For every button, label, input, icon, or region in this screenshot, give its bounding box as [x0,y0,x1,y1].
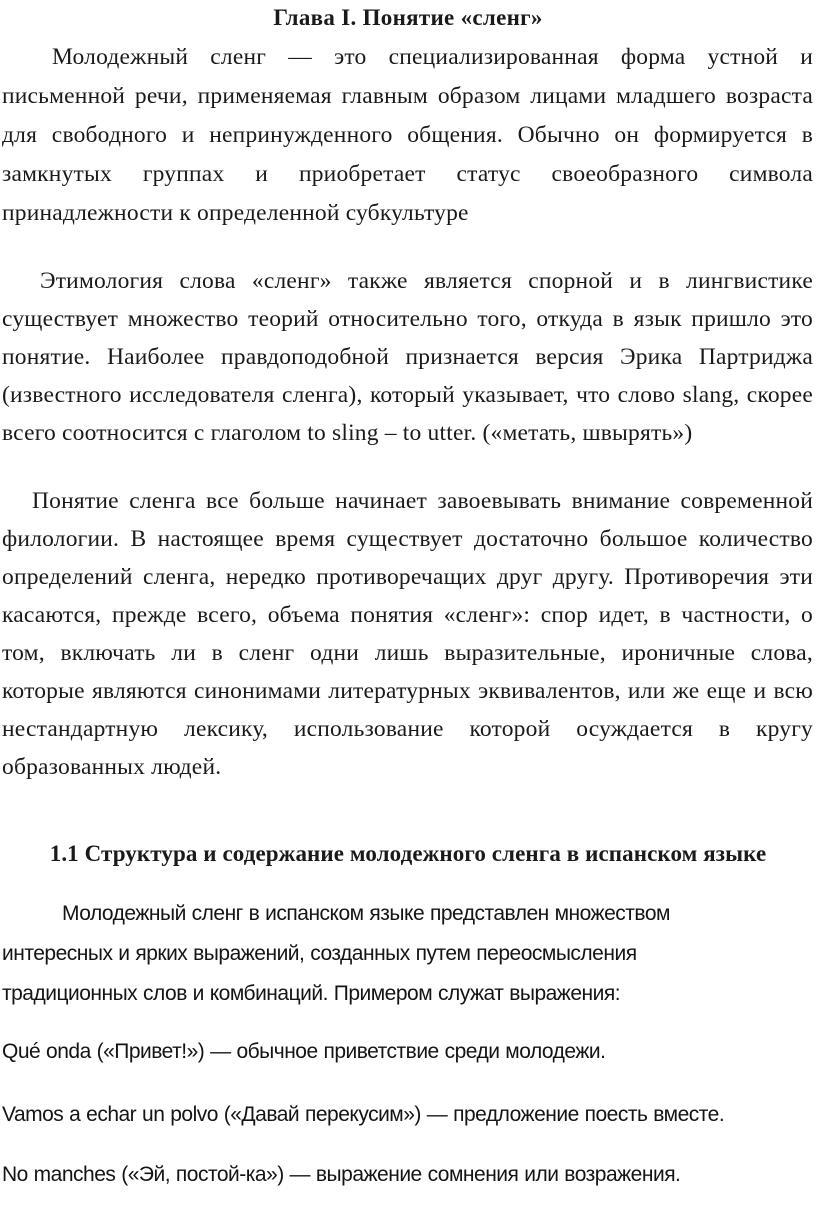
section-intro-paragraph: Молодежный сленг в испанском языке представлен множеством интересных и ярких выражений, созданных путем переосмысления традиционных слов и комбинаций. Примером служат выражения: [2,902,670,1005]
paragraph-philology: Понятие сленга все больше начинает завоевывать внимание современной филологии. В настоящее время существует достаточно большое количество определений сленга, нередко противоречащих друг другу. Противоречия эти касаются, прежде всего, объема понятия «сленг»: спор идет, в частности, о том, включать ли в сленг одни лишь выразительные, ироничные слова, которые являются синонимами литературных эквивалентов, или же еще и всю нестандартную лексику, использование которой осуждается в кругу образованных людей. [2,488,813,780]
paragraph-etymology: Этимология слова «сленг» также является спорной и в лингвистике существует множество теорий относительно того, откуда в язык пришло это понятие. Наиболее правдоподобной признается версия Эрика Партриджа (известного исследователя сленга), который указывает, что слово slang, скорее всего соотносится с глаголом to sling – to utter. («метать, швырять») [2,268,813,446]
example-line: Qué onda («Привет!») — обычное приветствие среди молодежи. [2,1040,606,1063]
example-line: No manches («Эй, постой-ка») — выражение сомнения или возражения. [2,1163,681,1186]
example-line: Vamos a echar un polvo («Давай перекусим») — предложение поесть вместе. [2,1103,725,1126]
section-heading: 1.1 Структура и содержание молодежного сленга в испанском языке [49,841,767,866]
chapter-title: Глава I. Понятие «сленг» [273,5,543,30]
paragraph-definition: Молодежный сленг — это специализированная форма устной и письменной речи, применяемая главным образом лицами младшего возраста для свободного и непринужденного общения. Обычно он формируется в замкнутых группах и приобретает статус своеобразного символа принадлежности к определенной субкультуре [2,44,813,226]
